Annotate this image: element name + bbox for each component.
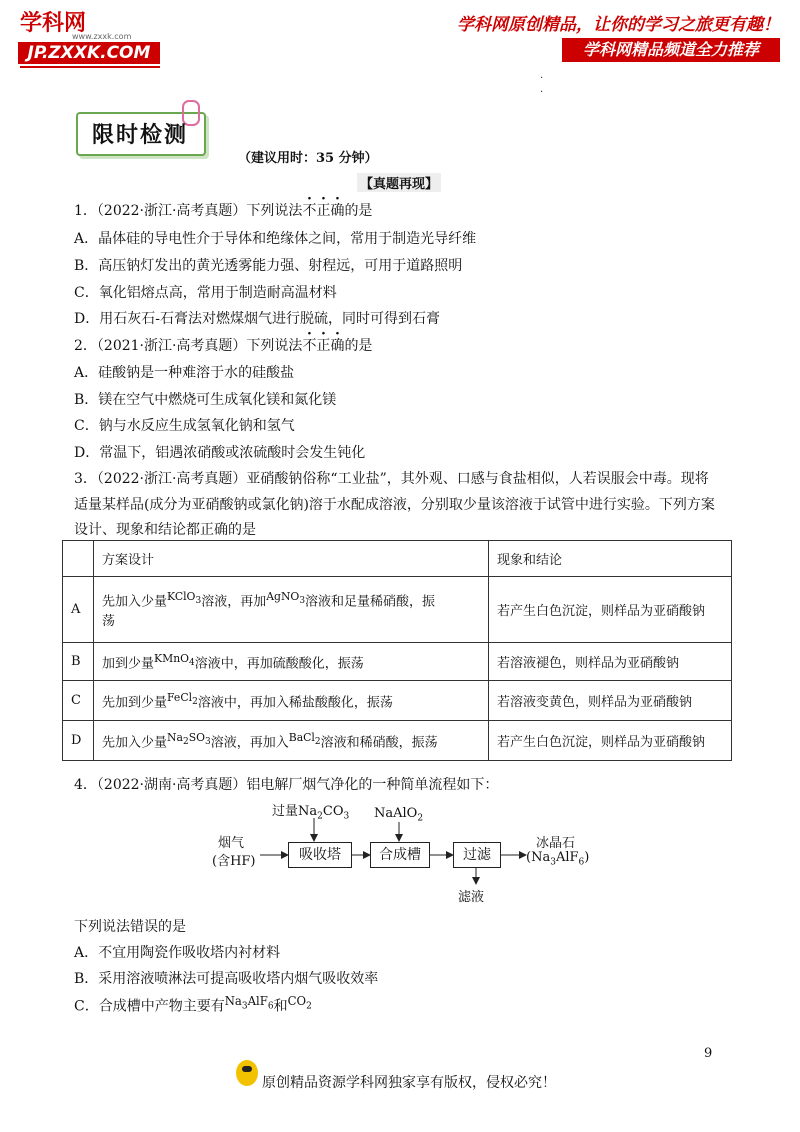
q3-stem-line1: 3．（2022·浙江·高考真题）亚硝酸钠俗称“工业盐”，其外观、口感与食盐相似，人若误服会中毒。现将	[74, 471, 709, 487]
q3-table	[62, 540, 732, 761]
flow-reagent2: NaAlO$_2$	[374, 806, 424, 824]
emphasis-dots	[302, 203, 344, 219]
page-number: 9	[704, 1046, 713, 1061]
q1-option-b: B．高压钠灯发出的黄光透雾能力强、射程远，可用于道路照明	[74, 258, 463, 274]
table-row	[63, 643, 732, 681]
flow-input-note: (含HF)	[212, 854, 256, 869]
q1-option-c: C．氧化铝熔点高，常用于制造耐高温材料	[74, 285, 337, 301]
table-row	[63, 681, 732, 721]
row-key: C	[63, 681, 94, 721]
flow-input-label: 烟气	[218, 836, 245, 851]
flow-product: 冰晶石	[536, 836, 576, 851]
suggested-time: （建议用时：35 分钟）	[238, 151, 378, 166]
row-key: D	[63, 721, 94, 761]
logo-name: 学科网	[20, 11, 87, 36]
emphasized-char: 不	[302, 338, 317, 354]
emphasis-dots	[302, 338, 344, 354]
q4-question: 下列说法错误的是	[74, 919, 186, 935]
logo-url[interactable]: JP.ZXXK.COM	[18, 42, 160, 64]
page-title: 限时检测	[92, 123, 189, 148]
flow-reagent1: 过量$Na_2CO_3$	[272, 804, 350, 822]
row-design: 加到少量$^{KMnO_4}$溶液中，再加硫酸酸化，振荡	[94, 643, 489, 681]
table-row	[63, 721, 732, 761]
q4-option-b: B．采用溶液喷淋法可提高吸收塔内烟气吸收效率	[74, 971, 379, 987]
row-key: A	[63, 577, 94, 643]
row-design: 先加入少量$^{KClO_3}$溶液，再加$^{AgNO_3}$溶液和足量稀硝酸，振 荡	[94, 577, 489, 643]
footer-copyright: 原创精品资源学科网独家享有版权，侵权必究！	[262, 1075, 556, 1091]
emphasized-char: 不	[302, 203, 317, 219]
decorative-dots: · ·	[540, 73, 544, 98]
flow-box-synthesis: 合成槽	[370, 842, 430, 868]
table-header-blank	[63, 541, 94, 577]
q1-option-d: D．用石灰石-石膏法对燃煤烟气进行脱硫，同时可得到石膏	[74, 311, 440, 327]
q3-stem-line3: 设计、现象和结论都正确的是	[74, 522, 256, 538]
q2-option-c: C．钠与水反应生成氢氧化钠和氢气	[74, 418, 295, 434]
logo-small-url: www.zxxk.com	[72, 32, 132, 41]
header-slogan: 学科网原创精品，让你的学习之旅更有趣！	[457, 15, 780, 35]
row-design: 先加入少量$^{Na_2SO_3}$溶液，再加入$^{BaCl_2}$溶液和稀硝酸，振荡	[94, 721, 489, 761]
row-result: 若溶液褪色，则样品为亚硝酸钠	[489, 643, 732, 681]
flow-waste: 滤液	[458, 890, 485, 905]
q1-stem: 1．（2022·浙江·高考真题）下列说法不正确的是	[74, 203, 373, 219]
q4-option-a: A．不宜用陶瓷作吸收塔内衬材料	[74, 945, 281, 961]
q4-stem: 4．（2022·湖南·高考真题）铝电解厂烟气净化的一种简单流程如下：	[74, 777, 499, 793]
q2-stem: 2．（2021·浙江·高考真题）下列说法不正确的是	[74, 338, 373, 354]
section-heading: 【真题再现】	[357, 173, 441, 192]
row-result: 若溶液变黄色，则样品为亚硝酸钠	[489, 681, 732, 721]
row-key: B	[63, 643, 94, 681]
q1-option-a: A．晶体硅的导电性介于导体和绝缘体之间，常用于制造光导纤维	[74, 231, 477, 247]
q2-option-b: B．镁在空气中燃烧可生成氧化镁和氮化镁	[74, 392, 337, 408]
row-result: 若产生白色沉淀，则样品为亚硝酸钠	[489, 577, 732, 643]
emphasized-char: 正	[316, 203, 331, 219]
emphasized-char: 正	[316, 338, 331, 354]
flow-box-absorber: 吸收塔	[288, 842, 352, 868]
table-header-result: 现象和结论	[489, 541, 732, 577]
table-header-design: 方案设计	[94, 541, 489, 577]
header-divider	[20, 66, 160, 68]
q4-option-c: C．合成槽中产物主要有$^{Na_3AlF_6}$和$^{CO_2}$	[74, 994, 312, 1015]
q2-option-d: D．常温下，铝遇浓硝酸或浓硫酸时会发生钝化	[74, 445, 366, 461]
emphasized-char: 确	[330, 338, 345, 354]
q2-option-a: A．硅酸钠是一种难溶于水的硅酸盐	[74, 365, 295, 381]
emphasized-char: 确	[330, 203, 345, 219]
q3-stem-line2: 适量某样品(成分为亚硝酸钠或氯化钠)溶于水配成溶液，分别取少量该溶液于试管中进行实验。下列方案	[74, 497, 715, 513]
row-result: 若产生白色沉淀，则样品为亚硝酸钠	[489, 721, 732, 761]
flow-box-filter: 过滤	[453, 842, 501, 868]
header-slogan-bar: 学科网精品频道全力推荐	[562, 38, 780, 62]
row-design: 先加到少量$^{FeCl_2}$溶液中，再加入稀盐酸酸化，振荡	[94, 681, 489, 721]
mascot-glasses-icon	[242, 1066, 252, 1072]
table-row	[63, 577, 732, 643]
mascot-icon	[236, 1060, 258, 1086]
flow-product-formula: $(Na_3AlF_6)$	[526, 850, 590, 868]
